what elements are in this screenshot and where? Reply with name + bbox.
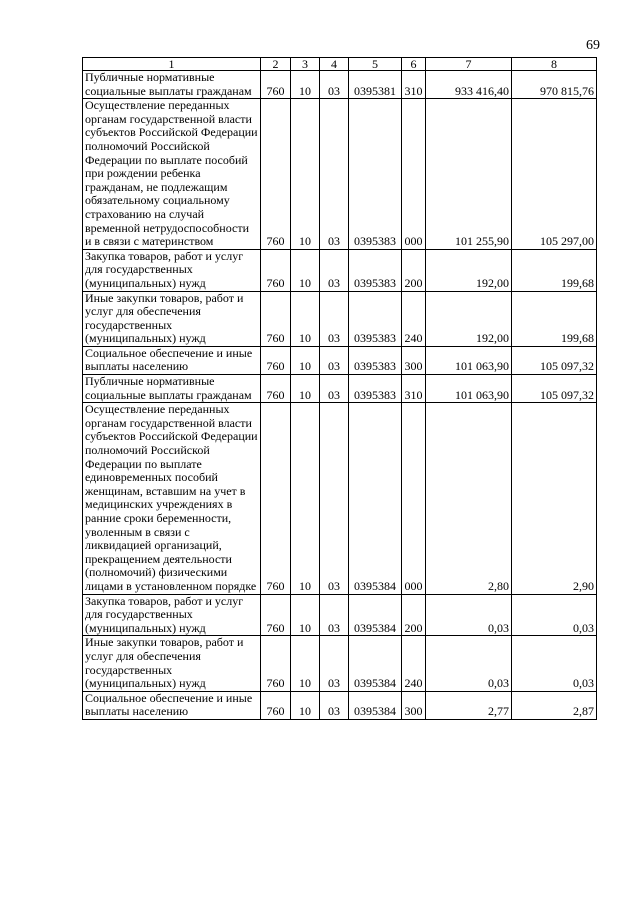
- section-code-cell: 10: [291, 375, 320, 403]
- subsection-code-cell: 03: [320, 594, 349, 636]
- amount-year1-cell: 101 063,90: [426, 346, 512, 374]
- target-item-cell: 0395383: [349, 249, 402, 291]
- column-header: 2: [261, 58, 291, 71]
- amount-year2-cell: 199,68: [512, 249, 597, 291]
- table-row: [83, 375, 597, 403]
- subsection-code-cell: 03: [320, 71, 349, 99]
- subsection-code-cell: 03: [320, 99, 349, 250]
- amount-year1-cell: 192,00: [426, 291, 512, 346]
- column-header: 6: [402, 58, 426, 71]
- expense-name-text: Публичные нормативные социальные выплаты гражданам: [85, 70, 252, 98]
- expense-type-cell: 240: [402, 291, 426, 346]
- expense-name-text: Закупка товаров, работ и услуг для государственных (муниципальных) нужд: [85, 593, 244, 635]
- table-row: [83, 71, 597, 99]
- table-row: [83, 403, 597, 594]
- section-code-cell: 10: [291, 346, 320, 374]
- ministry-code-cell: 760: [261, 375, 291, 403]
- column-header: 8: [512, 58, 597, 71]
- table-row: [83, 291, 597, 346]
- expense-name-cell: [83, 594, 261, 636]
- column-header: 1: [83, 58, 261, 71]
- column-header: 7: [426, 58, 512, 71]
- ministry-code-cell: 760: [261, 346, 291, 374]
- ministry-code-cell: 760: [261, 291, 291, 346]
- amount-year1-cell: 2,77: [426, 691, 512, 719]
- expense-name-cell: [83, 636, 261, 691]
- amount-year2-cell: 0,03: [512, 636, 597, 691]
- expense-name-text: Закупка товаров, работ и услуг для государственных (муниципальных) нужд: [85, 248, 244, 290]
- expense-type-cell: 200: [402, 249, 426, 291]
- subsection-code-cell: 03: [320, 291, 349, 346]
- section-code-cell: 10: [291, 249, 320, 291]
- expense-name-text: Социальное обеспечение и иные выплаты населению: [85, 690, 253, 719]
- expense-name-text: Иные закупки товаров, работ и услуг для обеспечения государственных (муниципальных) нужд: [85, 290, 244, 346]
- expense-type-cell: 300: [402, 691, 426, 719]
- target-item-cell: 0395383: [349, 99, 402, 250]
- ministry-code-cell: 760: [261, 636, 291, 691]
- section-code-cell: 10: [291, 99, 320, 250]
- amount-year1-cell: 192,00: [426, 249, 512, 291]
- column-header: 3: [291, 58, 320, 71]
- expense-name-cell: [83, 346, 261, 374]
- budget-table: [82, 57, 597, 720]
- amount-year2-cell: 105 297,00: [512, 99, 597, 250]
- amount-year2-cell: 970 815,76: [512, 71, 597, 99]
- expense-name-cell: [83, 291, 261, 346]
- subsection-code-cell: 03: [320, 403, 349, 594]
- expense-type-cell: 310: [402, 375, 426, 403]
- target-item-cell: 0395383: [349, 375, 402, 403]
- amount-year1-cell: 101 063,90: [426, 375, 512, 403]
- subsection-code-cell: 03: [320, 636, 349, 691]
- amount-year1-cell: 101 255,90: [426, 99, 512, 250]
- target-item-cell: 0395383: [349, 346, 402, 374]
- ministry-code-cell: 760: [261, 249, 291, 291]
- expense-name-cell: [83, 249, 261, 291]
- ministry-code-cell: 760: [261, 594, 291, 636]
- amount-year2-cell: 2,90: [512, 403, 597, 594]
- section-code-cell: 10: [291, 403, 320, 594]
- amount-year1-cell: 933 416,40: [426, 71, 512, 99]
- subsection-code-cell: 03: [320, 375, 349, 403]
- amount-year1-cell: 2,80: [426, 403, 512, 594]
- page-number: 69: [586, 38, 600, 53]
- subsection-code-cell: 03: [320, 691, 349, 719]
- subsection-code-cell: 03: [320, 346, 349, 374]
- expense-name-cell: [83, 403, 261, 594]
- section-code-cell: 10: [291, 636, 320, 691]
- ministry-code-cell: 760: [261, 71, 291, 99]
- table-row: [83, 594, 597, 636]
- expense-type-cell: 300: [402, 346, 426, 374]
- amount-year1-cell: 0,03: [426, 636, 512, 691]
- expense-name-text: Иные закупки товаров, работ и услуг для обеспечения государственных (муниципальных) нужд: [85, 635, 244, 691]
- expense-name-cell: [83, 691, 261, 719]
- target-item-cell: 0395381: [349, 71, 402, 99]
- amount-year1-cell: 0,03: [426, 594, 512, 636]
- ministry-code-cell: 760: [261, 99, 291, 250]
- section-code-cell: 10: [291, 691, 320, 719]
- expense-type-cell: 000: [402, 403, 426, 594]
- subsection-code-cell: 03: [320, 249, 349, 291]
- table-row: [83, 99, 597, 250]
- expense-name-text: Социальное обеспечение и иные выплаты населению: [85, 345, 253, 374]
- amount-year2-cell: 105 097,32: [512, 346, 597, 374]
- table-row: [83, 346, 597, 374]
- ministry-code-cell: 760: [261, 691, 291, 719]
- section-code-cell: 10: [291, 291, 320, 346]
- amount-year2-cell: 2,87: [512, 691, 597, 719]
- target-item-cell: 0395384: [349, 636, 402, 691]
- amount-year2-cell: 0,03: [512, 594, 597, 636]
- expense-name-text: Осуществление переданных органам государственной власти субъектов Российской Федерации полномочий Российской Федерации по выплате единовременных пособий женщинам, вставшим на учет в медицинских учреждениях в ранние сроки беременности, уволенным в связи с ликвидацией организаций, прекращением деятельности (полномочий) физическими лицами в установленном порядке: [85, 402, 258, 593]
- column-header: 5: [349, 58, 402, 71]
- section-code-cell: 10: [291, 594, 320, 636]
- expense-type-cell: 200: [402, 594, 426, 636]
- amount-year2-cell: 199,68: [512, 291, 597, 346]
- target-item-cell: 0395384: [349, 691, 402, 719]
- target-item-cell: 0395383: [349, 291, 402, 346]
- expense-name-cell: [83, 99, 261, 250]
- column-header: 4: [320, 58, 349, 71]
- section-code-cell: 10: [291, 71, 320, 99]
- expense-name-cell: [83, 375, 261, 403]
- table-row: [83, 691, 597, 719]
- table-header-row: [83, 58, 597, 71]
- target-item-cell: 0395384: [349, 594, 402, 636]
- expense-type-cell: 240: [402, 636, 426, 691]
- expense-name-text: Публичные нормативные социальные выплаты гражданам: [85, 374, 252, 402]
- target-item-cell: 0395384: [349, 403, 402, 594]
- ministry-code-cell: 760: [261, 403, 291, 594]
- expense-type-cell: 310: [402, 71, 426, 99]
- table-row: [83, 249, 597, 291]
- expense-type-cell: 000: [402, 99, 426, 250]
- expense-name-text: Осуществление переданных органам государственной власти субъектов Российской Федерации полномочий Российской Федерации по выплате пособий при рождении ребенка гражданам, не подлежащим обязательному социальному страхованию на случай временной нетрудоспособности и в связи с материнством: [85, 98, 258, 249]
- expense-name-cell: [83, 71, 261, 99]
- amount-year2-cell: 105 097,32: [512, 375, 597, 403]
- table-row: [83, 636, 597, 691]
